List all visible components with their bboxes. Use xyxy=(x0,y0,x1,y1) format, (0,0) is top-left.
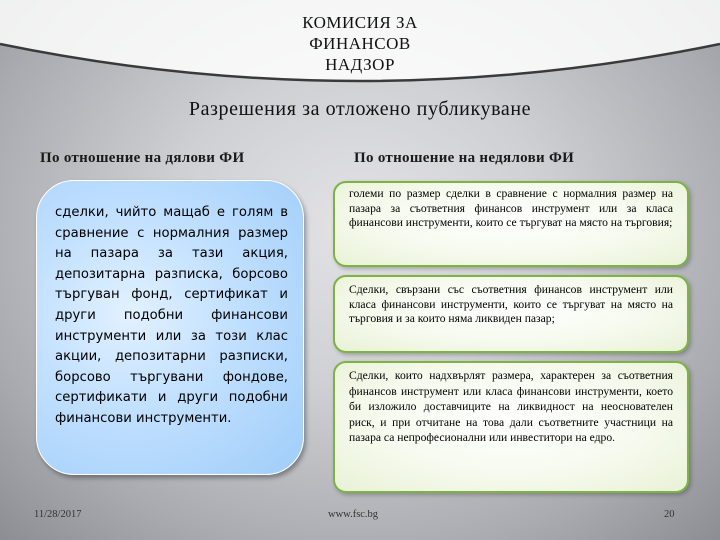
header-title-line-1: КОМИСИЯ ЗА xyxy=(302,13,418,32)
right-column-heading: По отношение на недялови ФИ xyxy=(354,150,575,166)
footer-page-number: 20 xyxy=(664,509,675,520)
non-equity-large-trades-box: големи по размер сделки в сравнение с нормалния размер на пазара за съответния финансов инструмент или за класа финансови инструменти, които се търгуват на място на търговия; xyxy=(333,181,689,267)
non-equity-size-specific-box: Сделки, които надхвърлят размера, характерен за съответния финансов инструмент или класа финансови инструменти, което би изложило доставчиците на ликвидност на неоснователен риск, и при отчитане на това дали съответните участници на пазара са непрофесионални или инвеститори на едро. xyxy=(333,361,689,493)
footer-website: www.fsc.bg xyxy=(328,509,379,520)
header-title-line-2: ФИНАНСОВ xyxy=(309,34,411,53)
left-column-heading: По отношение на дялови ФИ xyxy=(40,150,245,166)
non-equity-no-liquid-market-box: Сделки, свързани със съответния финансов инструмент или класа финансови инструменти, които се търгуват на място на търговия и за които няма ликвиден пазар; xyxy=(333,275,689,353)
header-title xyxy=(225,12,495,75)
header-title-line-3: НАДЗОР xyxy=(325,55,395,74)
footer-date: 11/28/2017 xyxy=(34,509,82,520)
slide-subtitle: Разрешения за отложено публикуване xyxy=(188,98,532,120)
equity-instruments-box: сделки, чийто мащаб е голям в сравнение с нормалния размер на пазара за тази акция, депозитарна разписка, борсово търгуван фонд, сертификат и други подобни финансови инструменти или за този клас акции, депозитарни разписки, борсово търгувани фондове, сертификати и други подобни финансови инструменти. xyxy=(36,180,304,475)
